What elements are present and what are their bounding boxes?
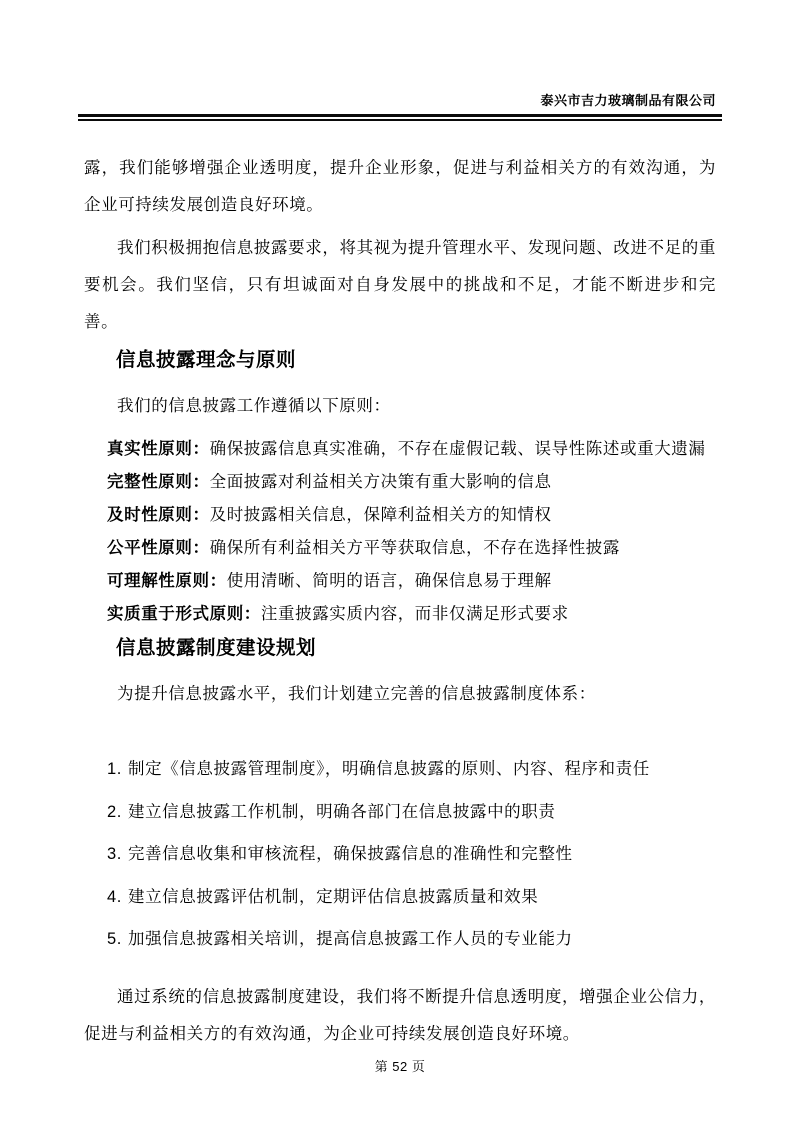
item-text: 建立信息披露评估机制，定期评估信息披露质量和效果 (127, 887, 539, 906)
principle-item (107, 532, 716, 565)
item-text: 加强信息披露相关培训，提高信息披露工作人员的专业能力 (127, 930, 573, 948)
principle-text: 确保所有利益相关方平等获取信息，不存在选择性披露 (209, 539, 621, 557)
principle-item (107, 565, 716, 598)
principle-label: 实质重于形式原则： (107, 605, 261, 623)
section-title-planning: 信息披露制度建设规划 (116, 637, 317, 659)
item-number: 3. (107, 845, 122, 863)
page-number: 第 52 页 (374, 1058, 426, 1074)
planning-item (107, 748, 716, 791)
principle-label: 可理解性原则： (107, 572, 227, 590)
principle-text: 全面披露对利益相关方决策有重大影响的信息 (209, 473, 552, 491)
principle-text: 确保披露信息真实准确，不存在虚假记载、误导性陈述或重大遗漏 (209, 440, 706, 458)
principle-item (107, 433, 716, 466)
planning-item (107, 918, 716, 961)
paragraph-embrace: 我们积极拥抱信息披露要求，将其视为提升管理水平、发现问题、改进不足的重要机会。我们坚信，只有坦诚面对自身发展中的挑战和不足，才能不断进步和完善。 (84, 239, 716, 331)
paragraph-planning-intro: 为提升信息披露水平，我们计划建立完善的信息披露制度体系： (117, 685, 596, 703)
planning-item (107, 876, 716, 919)
item-number: 4. (107, 887, 122, 906)
header-rule-thin (78, 119, 722, 121)
page-header (84, 0, 716, 121)
header-rule-thick (78, 114, 722, 117)
item-number: 5. (107, 930, 122, 948)
planning-item (107, 791, 716, 834)
principle-label: 完整性原则： (107, 473, 210, 491)
principle-item (107, 499, 716, 532)
principle-label: 及时性原则： (107, 506, 210, 524)
principle-text: 使用清晰、简明的语言，确保信息易于理解 (226, 572, 552, 590)
principles-list (84, 433, 716, 631)
item-text: 建立信息披露工作机制，明确各部门在信息披露中的职责 (127, 802, 556, 821)
planning-list (84, 748, 716, 961)
principle-item (107, 466, 716, 499)
principle-label: 真实性原则： (107, 440, 210, 458)
paragraph-principles-intro: 我们的信息披露工作遵循以下原则： (117, 397, 391, 415)
item-text: 完善信息收集和审核流程，确保披露信息的准确性和完整性 (127, 845, 573, 863)
paragraph-closing: 通过系统的信息披露制度建设，我们将不断提升信息透明度，增强企业公信力，促进与利益相关方的有效沟通，为企业可持续发展创造良好环境。 (84, 987, 716, 1043)
principle-text: 及时披露相关信息，保障利益相关方的知情权 (209, 506, 552, 524)
item-number: 1. (107, 760, 122, 778)
planning-item (107, 833, 716, 876)
item-number: 2. (107, 802, 122, 821)
principle-item (107, 598, 716, 631)
section-title-principles: 信息披露理念与原则 (116, 349, 297, 371)
principle-label: 公平性原则： (107, 539, 210, 557)
paragraph-continuation: 露，我们能够增强企业透明度，提升企业形象，促进与利益相关方的有效沟通，为企业可持续发展创造良好环境。 (84, 159, 716, 214)
item-text: 制定《信息披露管理制度》，明确信息披露的原则、内容、程序和责任 (127, 760, 650, 778)
company-name: 泰兴市吉力玻璃制品有限公司 (540, 93, 716, 108)
page-footer (84, 1057, 716, 1077)
principle-text: 注重披露实质内容，而非仅满足形式要求 (260, 605, 569, 623)
